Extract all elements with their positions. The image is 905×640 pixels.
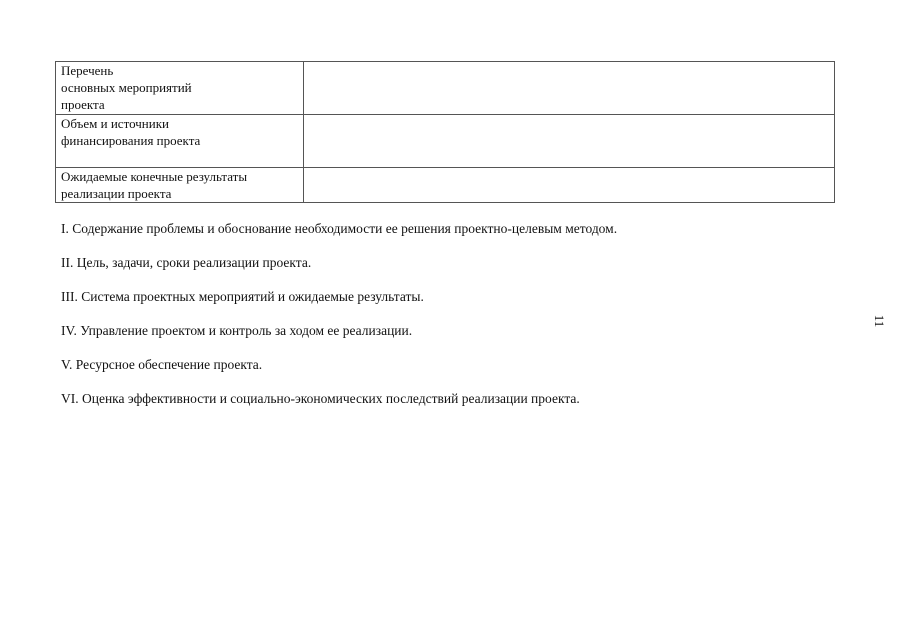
label-line: основных мероприятий <box>61 80 192 95</box>
section-heading: III. Система проектных мероприятий и ожидаемые результаты. <box>61 289 424 304</box>
section-heading: IV. Управление проектом и контроль за ходом ее реализации. <box>61 323 413 338</box>
label-line: финансирования проекта <box>61 133 201 148</box>
section-list <box>61 220 841 424</box>
table-row <box>56 168 835 203</box>
section-heading: V. Ресурсное обеспечение проекта. <box>61 357 263 372</box>
table-row <box>56 62 835 115</box>
table-label-cell <box>56 62 304 115</box>
section-heading: II. Цель, задачи, сроки реализации проекта. <box>61 255 312 270</box>
section-heading: VI. Оценка эффективности и социально-экономических последствий реализации проекта. <box>61 391 580 406</box>
table-label-cell <box>56 168 304 203</box>
label-line: Объем и источники <box>61 116 169 131</box>
section-heading: I. Содержание проблемы и обоснование необходимости ее решения проектно-целевым методом. <box>61 221 618 236</box>
label-line: Перечень <box>61 63 114 78</box>
page-number: 11 <box>872 314 887 328</box>
project-passport-table <box>55 61 835 203</box>
table-value-cell <box>304 62 835 115</box>
table-value-cell <box>304 115 835 168</box>
label-line: реализации проекта <box>61 186 172 201</box>
table-row <box>56 115 835 168</box>
label-line: Ожидаемые конечные результаты <box>61 169 248 184</box>
table-value-cell <box>304 168 835 203</box>
table-label-cell <box>56 115 304 168</box>
label-line: проекта <box>61 97 105 112</box>
